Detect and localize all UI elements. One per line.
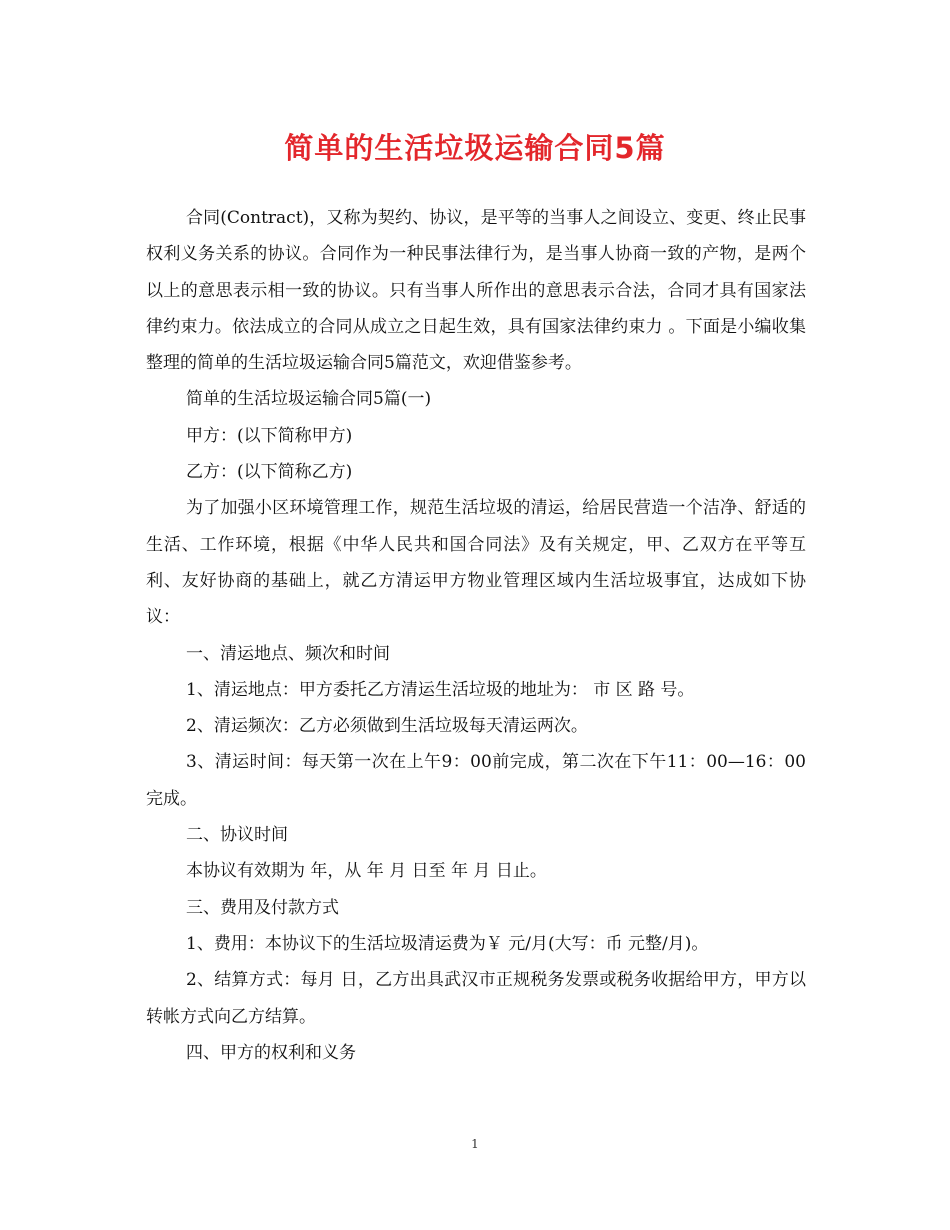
page-number: 1 <box>471 1137 479 1151</box>
paragraph-clause-2-heading: 二、协议时间 <box>186 825 288 846</box>
paragraph-clause-1-1: 1、清运地点：甲方委托乙方清运生活垃圾的地址为： 市 区 路 号。 <box>186 679 695 700</box>
paragraph-party-b: 乙方：(以下简称乙方) <box>186 462 353 483</box>
paragraph-clause-1-2: 2、清运频次：乙方必须做到生活垃圾每天清运两次。 <box>186 716 588 737</box>
paragraph-purpose: 为了加强小区环境管理工作，规范生活垃圾的清运，给居民营造一个洁净、舒适的生活、工作环境，根据《中华人民共和国合同法》及有关规定，甲、乙双方在平等互利、友好协商的基础上，就乙方清运甲方物业管理区域内生活垃圾事宜，达成如下协议： <box>146 498 806 628</box>
paragraph-clause-3-2: 2、结算方式：每月 日，乙方出具武汉市正规税务发票或税务收据给甲方，甲方以转帐方式向乙方结算。 <box>146 970 806 1027</box>
paragraph-clause-4-heading: 四、甲方的权利和义务 <box>186 1042 356 1063</box>
document-title: 简单的生活垃圾运输合同5篇 <box>284 131 666 165</box>
paragraph-clause-1-heading: 一、清运地点、频次和时间 <box>186 643 390 664</box>
paragraph-clause-3-heading: 三、费用及付款方式 <box>186 897 339 918</box>
paragraph-intro: 合同(Contract)，又称为契约、协议，是平等的当事人之间设立、变更、终止民事权利义务关系的协议。合同作为一种民事法律行为，是当事人协商一致的产物，是两个以上的意思表示相一致的协议。只有当事人所作出的意思表示合法，合同才具有国家法律约束力。依法成立的合同从成立之日起生效，具有国家法律约束力 。下面是小编收集整理的简单的生活垃圾运输合同5篇范文，欢迎借鉴参考。 <box>146 208 806 374</box>
document-body <box>146 200 806 1071</box>
paragraph-clause-1-3: 3、清运时间：每天第一次在上午9：00前完成，第二次在下午11：00—16：00完成。 <box>146 752 806 809</box>
paragraph-party-a: 甲方：(以下简称甲方) <box>186 425 353 446</box>
paragraph-section-heading: 简单的生活垃圾运输合同5篇(一) <box>186 389 432 410</box>
paragraph-clause-3-1: 1、费用：本协议下的生活垃圾清运费为￥ 元/月(大写：币 元整/月)。 <box>186 933 709 954</box>
paragraph-clause-2-1: 本协议有效期为 年，从 年 月 日至 年 月 日止。 <box>186 861 547 882</box>
